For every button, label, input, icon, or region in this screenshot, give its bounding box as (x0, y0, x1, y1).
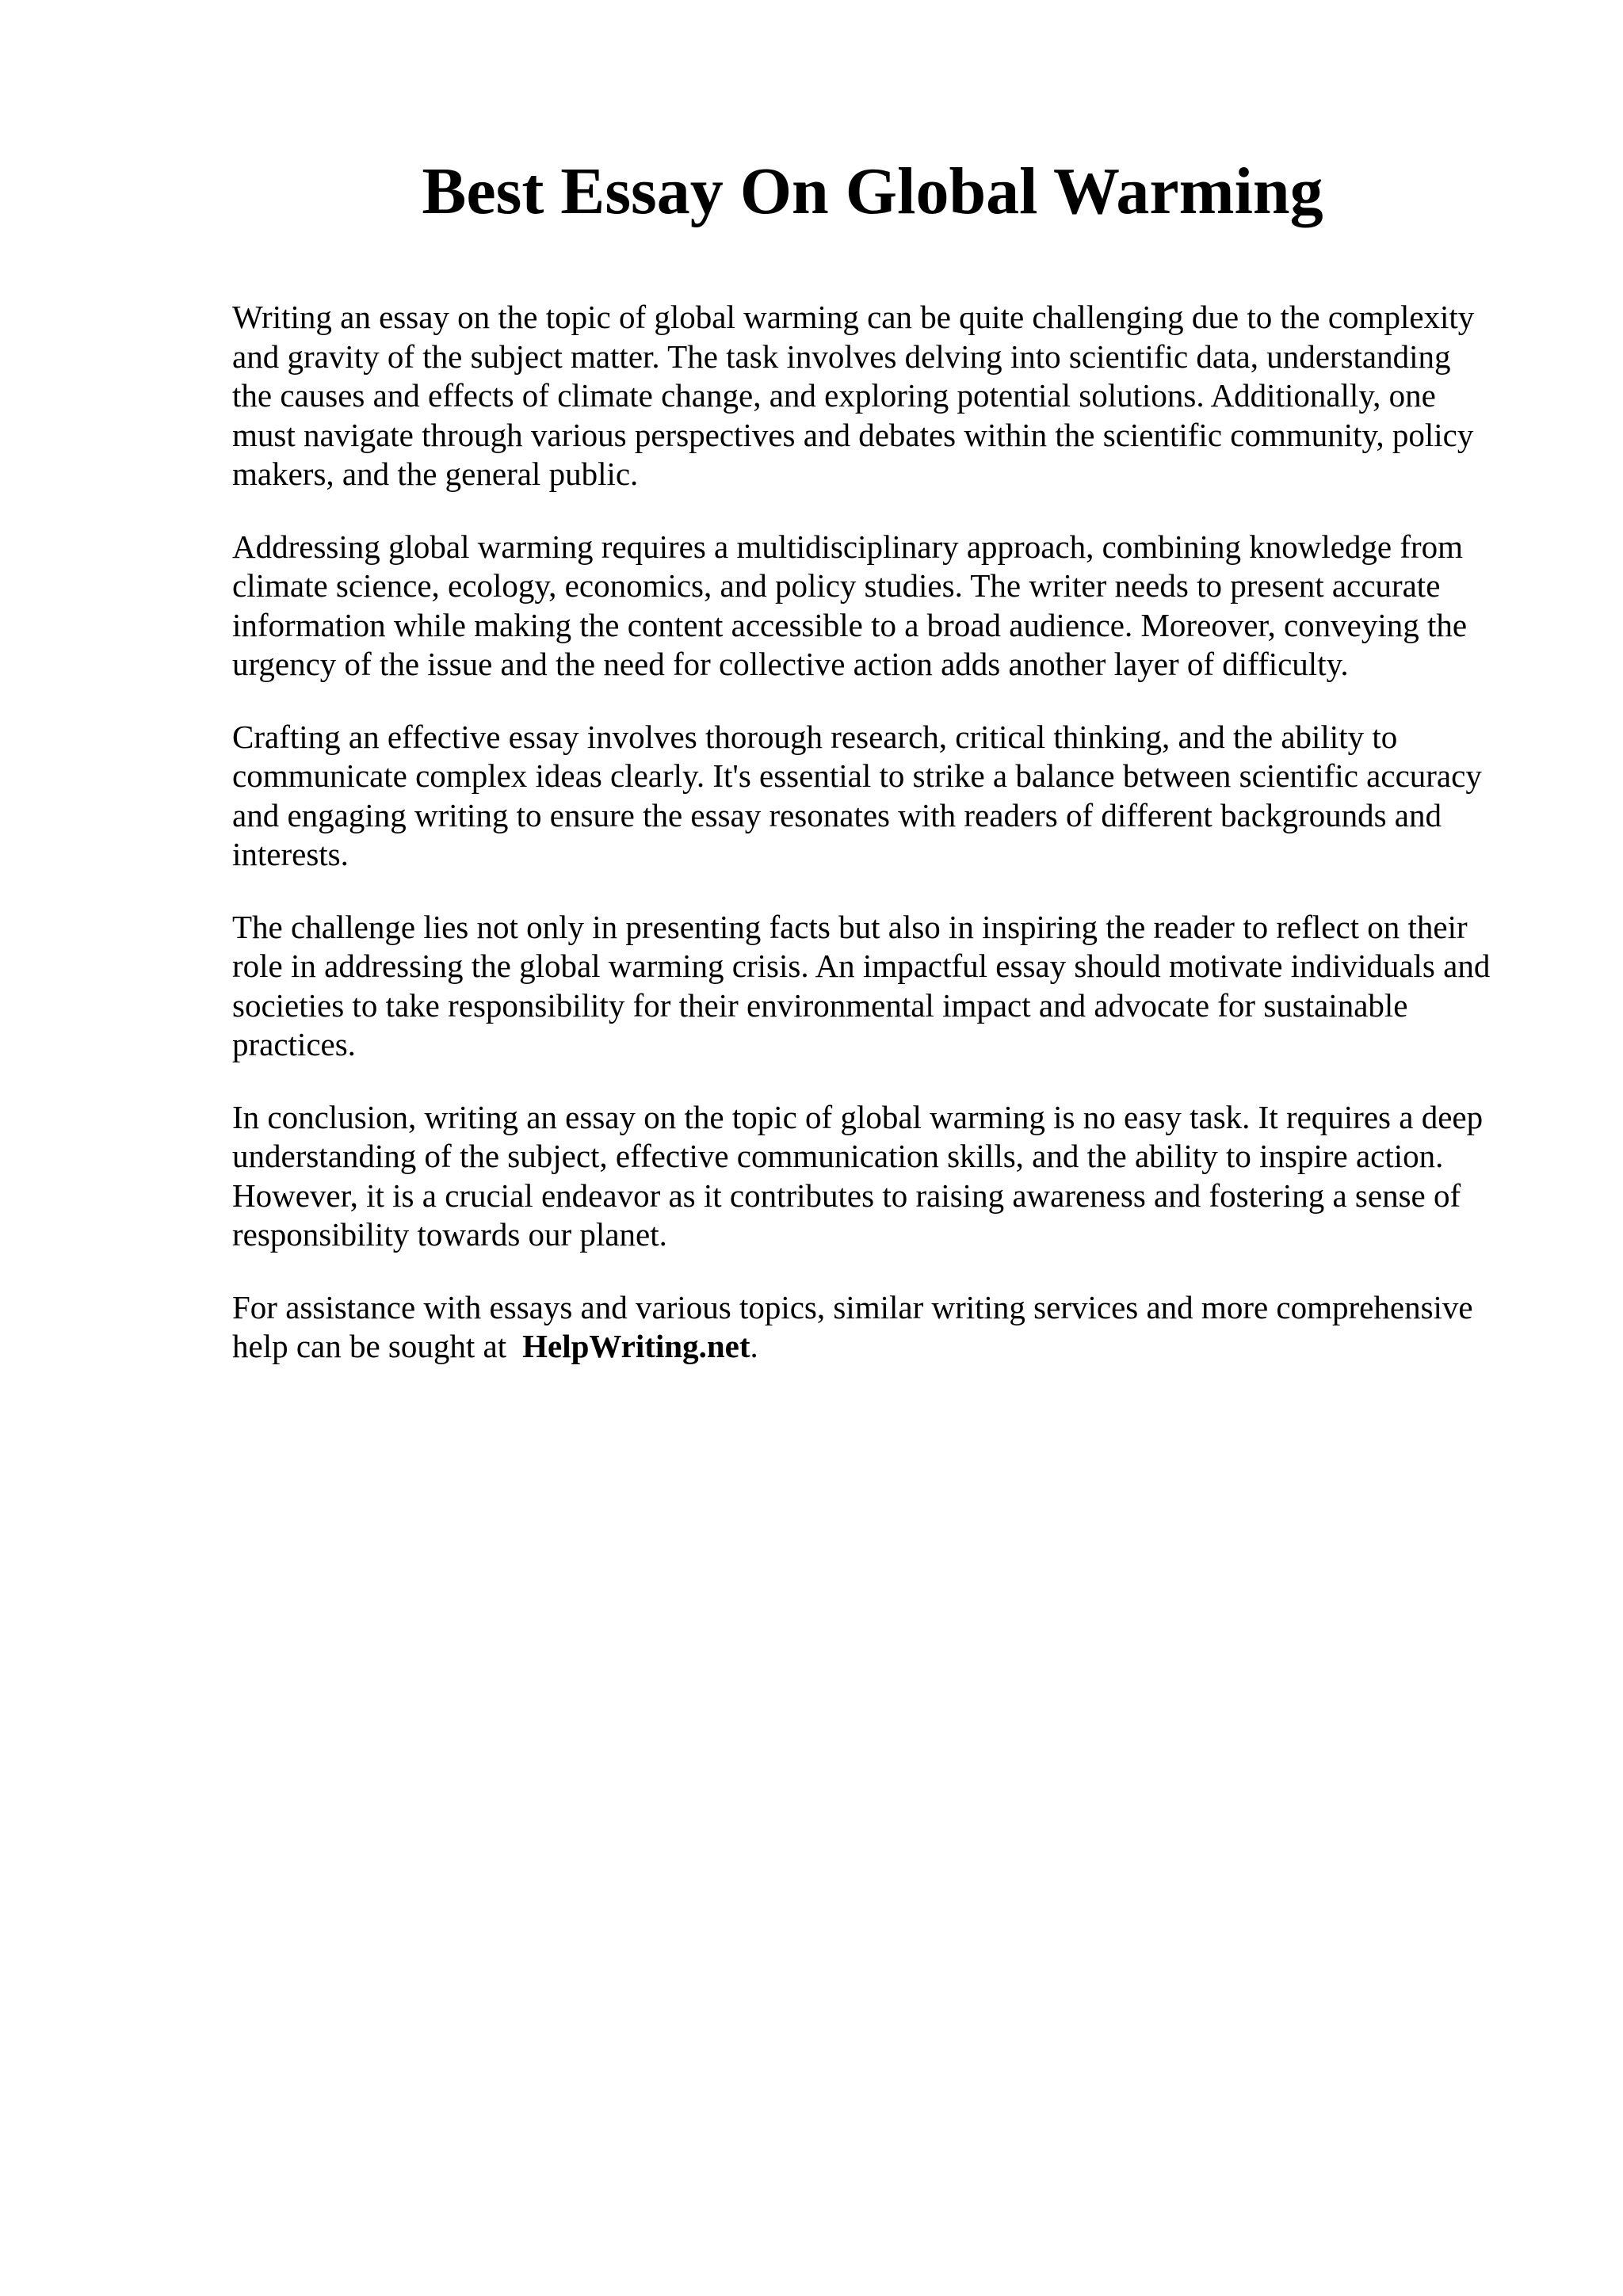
text-line: In conclusion, writing an essay on the topic of global warming is no easy task. It requires a deep (232, 1098, 1484, 1135)
text-line: communicate complex ideas clearly. It's essential to strike a balance between scientific accuracy (232, 757, 1482, 794)
text-line: understanding of the subject, effective communication skills, and the ability to inspire action. (232, 1138, 1444, 1174)
text-line: information while making the content accessible to a broad audience. Moreover, conveying the (232, 606, 1468, 643)
paragraph-3 (232, 718, 1516, 875)
closing-period: . (750, 1328, 758, 1364)
text-line: climate science, ecology, economics, and policy studies. The writer needs to present accurate (232, 567, 1441, 604)
text-line: responsibility towards our planet. (232, 1216, 667, 1253)
text-line: Writing an essay on the topic of global warming can be quite challenging due to the complexity (232, 299, 1475, 335)
text-line: must navigate through various perspectives and debates within the scientific community, policy (232, 416, 1474, 453)
page-title: Best Essay On Global Warming (422, 154, 1323, 228)
text-line: makers, and the general public. (232, 456, 639, 492)
essay-body (232, 298, 1516, 1400)
text-line: urgency of the issue and the need for collective action adds another layer of difficulty. (232, 646, 1349, 682)
text-line: Crafting an effective essay involves thorough research, critical thinking, and the ability to (232, 718, 1398, 755)
text-line: and engaging writing to ensure the essay resonates with readers of different backgrounds and (232, 796, 1442, 833)
paragraph-4 (232, 908, 1516, 1065)
text-line: Addressing global warming requires a multidisciplinary approach, combining knowledge from (232, 528, 1464, 565)
text-line: the causes and effects of climate change, and exploring potential solutions. Additionally, one (232, 377, 1436, 414)
closing-paragraph (232, 1288, 1516, 1367)
paragraph-2 (232, 528, 1516, 685)
text-line: societies to take responsibility for their environmental impact and advocate for sustainable (232, 986, 1408, 1024)
paragraph-1 (232, 298, 1516, 494)
text-line: interests. (232, 836, 349, 872)
helpwriting-link[interactable]: HelpWriting.net (522, 1328, 750, 1364)
text-line: practices. (232, 1026, 356, 1062)
text-line: However, it is a crucial endeavor as it contributes to raising awareness and fostering a sense of (232, 1177, 1461, 1214)
text-line: and gravity of the subject matter. The task involves delving into scientific data, understanding (232, 338, 1451, 375)
text-line: For assistance with essays and various topics, similar writing services and more comprehensive (232, 1288, 1473, 1325)
text-line-with-link (232, 1327, 1516, 1367)
closing-prefix-text: help can be sought at (232, 1328, 507, 1364)
text-line: The challenge lies not only in presenting facts but also in inspiring the reader to reflect on their (232, 908, 1468, 945)
text-line: role in addressing the global warming crisis. An impactful essay should motivate individuals and (232, 948, 1491, 984)
paragraph-5 (232, 1098, 1516, 1255)
